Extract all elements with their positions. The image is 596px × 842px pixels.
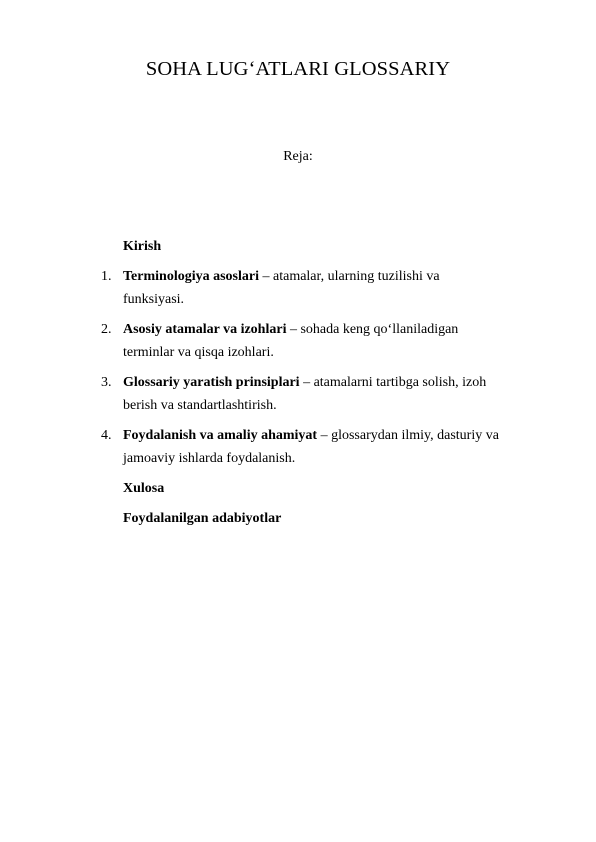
references-label: Foydalanilgan adabiyotlar	[123, 511, 282, 526]
item-description: – atamalar, ularning tuzilishi va	[259, 269, 440, 284]
outline-item-2	[101, 318, 571, 364]
plan-heading: Reja:	[283, 149, 313, 164]
plan-outline	[101, 235, 571, 530]
page-title: SOHA LUG‘ATLARI GLOSSARIY	[145, 58, 451, 80]
item-description: – sohada keng qo‘llaniladigan	[286, 322, 459, 337]
item-description: – atamalarni tartibga solish, izoh	[299, 375, 487, 390]
outline-references	[101, 507, 571, 530]
item-number: 3.	[101, 375, 112, 390]
conclusion-label: Xulosa	[123, 481, 165, 496]
item-description-continued: jamoaviy ishlarda foydalanish.	[123, 451, 296, 466]
item-term: Terminologiya asoslari	[123, 269, 259, 284]
item-description: – glossarydan ilmiy, dasturiy va	[317, 428, 499, 443]
outline-item-1	[101, 265, 571, 311]
item-description-continued: berish va standartlashtirish.	[123, 398, 277, 413]
outline-intro	[101, 235, 571, 258]
item-term: Glossariy yaratish prinsiplari	[123, 375, 300, 390]
item-number: 1.	[101, 269, 112, 284]
outline-conclusion	[101, 477, 571, 500]
item-number: 2.	[101, 322, 112, 337]
intro-label: Kirish	[123, 239, 162, 254]
outline-item-4	[101, 424, 571, 470]
outline-item-3	[101, 371, 571, 417]
item-description-continued: funksiyasi.	[123, 292, 185, 307]
item-term: Asosiy atamalar va izohlari	[123, 322, 287, 337]
item-description-continued: terminlar va qisqa izohlari.	[123, 345, 274, 360]
item-term: Foydalanish va amaliy ahamiyat	[123, 428, 318, 443]
item-number: 4.	[101, 428, 112, 443]
